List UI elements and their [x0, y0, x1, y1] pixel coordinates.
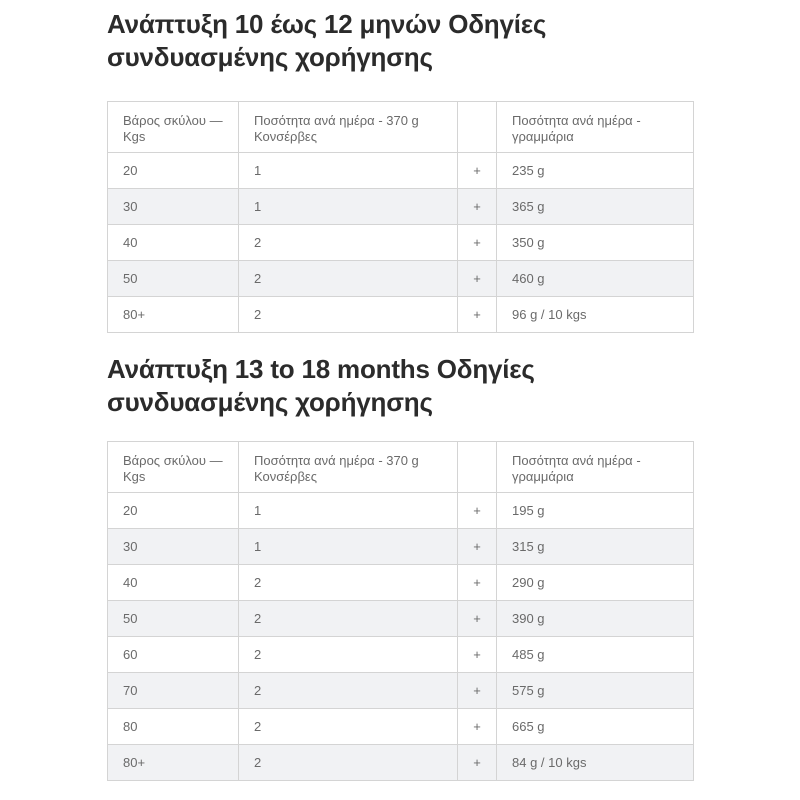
cell-grams: 350 g: [497, 225, 694, 261]
cell-cans: 2: [239, 709, 458, 745]
cell-cans: 1: [239, 153, 458, 189]
header-dog-weight: Βάρος σκύλου — Kgs: [108, 102, 239, 153]
cell-weight: 30: [108, 189, 239, 225]
cell-cans: 2: [239, 601, 458, 637]
cell-weight: 40: [108, 225, 239, 261]
table-row: [108, 709, 694, 745]
table-header-row: [108, 102, 694, 153]
table-row: [108, 673, 694, 709]
cell-weight: 80: [108, 709, 239, 745]
cell-plus: +: [458, 225, 497, 261]
cell-grams: 575 g: [497, 673, 694, 709]
feeding-table: [107, 441, 694, 781]
cell-grams: 665 g: [497, 709, 694, 745]
cell-grams: 195 g: [497, 493, 694, 529]
cell-cans: 2: [239, 745, 458, 781]
cell-plus: +: [458, 565, 497, 601]
cell-grams: 96 g / 10 kgs: [497, 297, 694, 333]
cell-weight: 80+: [108, 297, 239, 333]
cell-grams: 290 g: [497, 565, 694, 601]
header-plus-column: [458, 442, 497, 493]
cell-plus: +: [458, 745, 497, 781]
cell-cans: 2: [239, 225, 458, 261]
table-row: [108, 529, 694, 565]
cell-plus: +: [458, 189, 497, 225]
cell-grams: 365 g: [497, 189, 694, 225]
table-row: [108, 493, 694, 529]
cell-plus: +: [458, 261, 497, 297]
cell-weight: 60: [108, 637, 239, 673]
header-cans-per-day: Ποσότητα ανά ημέρα - 370 g Κονσέρβες: [239, 442, 458, 493]
cell-weight: 50: [108, 601, 239, 637]
cell-plus: +: [458, 493, 497, 529]
section-title-line2: συνδυασμένης χορήγησης: [107, 42, 433, 72]
section-title: [107, 8, 693, 74]
cell-cans: 1: [239, 493, 458, 529]
table-row: [108, 745, 694, 781]
feeding-section-13-18-months: [107, 353, 693, 781]
cell-grams: 485 g: [497, 637, 694, 673]
cell-grams: 235 g: [497, 153, 694, 189]
cell-cans: 2: [239, 637, 458, 673]
cell-grams: 390 g: [497, 601, 694, 637]
cell-grams: 315 g: [497, 529, 694, 565]
cell-plus: +: [458, 709, 497, 745]
cell-cans: 1: [239, 529, 458, 565]
cell-grams: 84 g / 10 kgs: [497, 745, 694, 781]
section-title-line2: συνδυασμένης χορήγησης: [107, 387, 433, 417]
cell-plus: +: [458, 637, 497, 673]
header-grams-per-day: Ποσότητα ανά ημέρα - γραμμάρια: [497, 442, 694, 493]
cell-plus: +: [458, 601, 497, 637]
cell-plus: +: [458, 297, 497, 333]
cell-weight: 50: [108, 261, 239, 297]
cell-plus: +: [458, 153, 497, 189]
header-plus-column: [458, 102, 497, 153]
cell-weight: 30: [108, 529, 239, 565]
cell-plus: +: [458, 673, 497, 709]
header-dog-weight: Βάρος σκύλου — Kgs: [108, 442, 239, 493]
cell-weight: 70: [108, 673, 239, 709]
cell-weight: 20: [108, 493, 239, 529]
table-row: [108, 297, 694, 333]
feeding-section-10-12-months: [107, 8, 693, 333]
section-title-line1: Ανάπτυξη 10 έως 12 μηνών Οδηγίες: [107, 9, 547, 39]
cell-cans: 2: [239, 673, 458, 709]
cell-cans: 2: [239, 261, 458, 297]
feeding-table: [107, 101, 694, 333]
table-row: [108, 601, 694, 637]
section-title: [107, 353, 693, 419]
cell-cans: 2: [239, 297, 458, 333]
table-row: [108, 637, 694, 673]
cell-weight: 80+: [108, 745, 239, 781]
cell-weight: 20: [108, 153, 239, 189]
table-row: [108, 153, 694, 189]
table-row: [108, 565, 694, 601]
cell-grams: 460 g: [497, 261, 694, 297]
cell-cans: 2: [239, 565, 458, 601]
table-header-row: [108, 442, 694, 493]
header-cans-per-day: Ποσότητα ανά ημέρα - 370 g Κονσέρβες: [239, 102, 458, 153]
cell-plus: +: [458, 529, 497, 565]
section-title-line1: Ανάπτυξη 13 to 18 months Οδηγίες: [107, 354, 535, 384]
header-grams-per-day: Ποσότητα ανά ημέρα - γραμμάρια: [497, 102, 694, 153]
table-row: [108, 261, 694, 297]
table-row: [108, 189, 694, 225]
cell-cans: 1: [239, 189, 458, 225]
table-row: [108, 225, 694, 261]
cell-weight: 40: [108, 565, 239, 601]
